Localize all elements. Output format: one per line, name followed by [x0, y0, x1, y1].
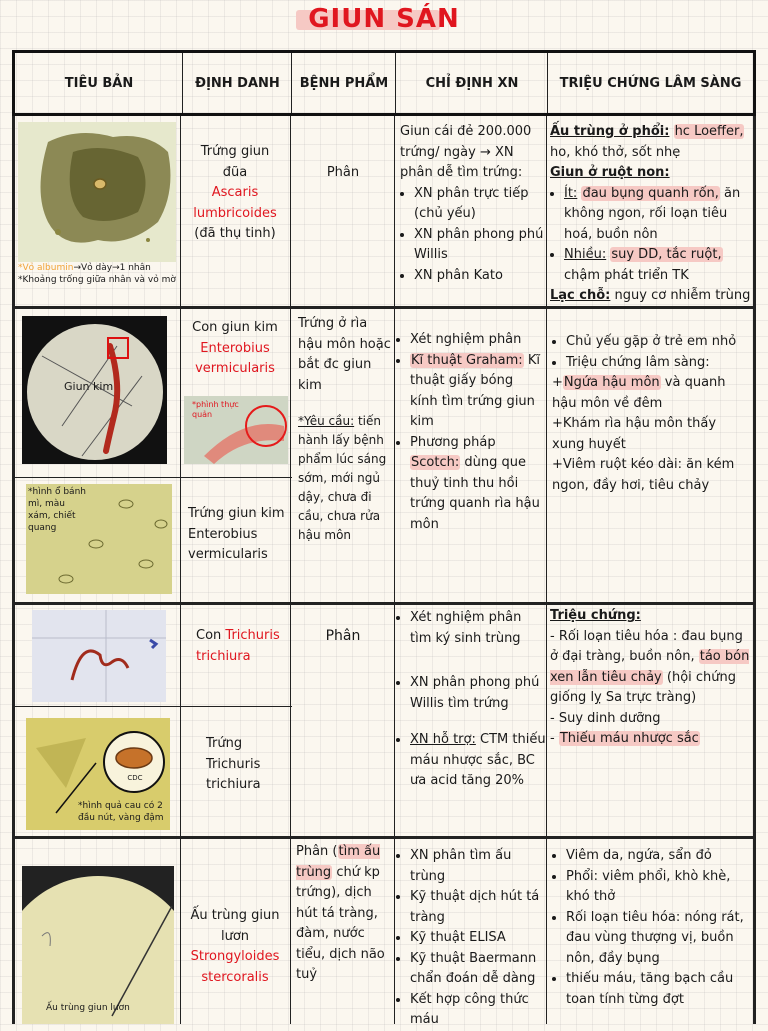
enterobius-sym3-plus: +: [552, 375, 563, 390]
ascaris-few-hl: đau bụng quanh rốn,: [582, 185, 719, 201]
list-item: • Triệu chứng lâm sàng:: [566, 353, 752, 374]
ascaris-many-hl: suy DD, tắc ruột,: [611, 247, 722, 262]
header-divider: [547, 53, 548, 113]
arrow-right-icon: →: [73, 263, 81, 273]
enterobius-egg-image: [26, 484, 172, 594]
list-item: [564, 184, 753, 246]
list-item: [564, 245, 753, 286]
trichuris-support-label: XN hỗ trợ:: [410, 732, 476, 747]
header-specimen-image: TIÊU BẢN: [64, 75, 134, 91]
list-item: • Kết hợp công thức máu: [410, 990, 546, 1031]
enterobius-adult-label: Giun kim: [64, 380, 114, 393]
enterobius-specimen-text: Trứng ở rìa hậu môn hoặc bắt đc giun kim: [298, 316, 391, 393]
trichuris-adult-illustration: [32, 610, 166, 702]
ascaris-test-intro: Giun cái đẻ 200.000 trứng/ ngày → XN phân dễ tìm trứng:: [400, 124, 532, 180]
list-item: • XN phân trực tiếp (chủ yếu): [414, 184, 544, 225]
trichuris-egg-image: [26, 718, 170, 830]
trichuris-egg-line1: Trứng: [206, 736, 243, 751]
row-divider: [12, 602, 756, 605]
strongyloides-spec-a: Phân (: [296, 844, 338, 859]
strongyloides-image: [22, 866, 174, 1024]
strongyloides-tests: [396, 846, 546, 1031]
enterobius-egg-line3: vermicularis: [188, 547, 268, 562]
trichuris-sym1: - Rối loạn tiêu hóa : đau bụng ở đại tràng, buồn nôn,: [550, 628, 743, 664]
table-border-right: [753, 116, 756, 1024]
ascaris-tests: [400, 122, 544, 286]
ascaris-egg-illustration: [18, 122, 176, 262]
enterobius-req-rest: tiến hành lấy bệnh phẩm lúc sáng sớm, mới ngủ dậy, chưa đi cầu, chưa rửa hậu môn: [298, 414, 387, 542]
ascaris-ectopic-label: Lạc chỗ:: [550, 288, 611, 303]
enterobius-sym3-rest: và quanh hậu môn về đêm: [552, 375, 726, 411]
strongyloides-identification: [182, 906, 288, 988]
enterobius-tests: [396, 330, 544, 535]
ascaris-many-rest: chậm phát triển TK: [564, 267, 689, 283]
ascaris-image-note: [18, 262, 178, 286]
trichuris-tests: [396, 608, 546, 792]
list-item: • Kỹ thuật dịch hút tá tràng: [410, 887, 546, 928]
ascaris-few-label: Ít:: [564, 185, 578, 201]
trichuris-egg-line2: Trichuris: [206, 756, 261, 772]
ascaris-adult-label: Giun ở ruột non:: [550, 165, 670, 180]
list-item: • Rối loạn tiêu hóa: nóng rát, đau vùng thượng vị, buồn nôn, đầy bụng: [566, 908, 752, 970]
trichuris-sym1-hl: táo bón xen lẫn tiêu chảy: [550, 649, 750, 685]
trichuris-sym2: - Suy dinh dưỡng: [550, 710, 661, 726]
header-test: CHỈ ĐỊNH XN: [425, 75, 519, 91]
trichuris-egg-note: *hình quả cau có 2 đầu nút, vàng đậm: [78, 801, 164, 823]
enterobius-graham-rest: Kĩ thuật giấy bóng kính tìm trứng giun kim: [410, 352, 540, 429]
trichuris-egg-line3: trichiura: [206, 777, 261, 792]
ascaris-larva-label: Ấu trùng ở phổi:: [550, 124, 670, 139]
list-item: • Xét nghiệm phân: [410, 330, 544, 351]
table-header: [12, 50, 756, 116]
strongyloides-image-label: Ấu trùng giun lươn: [46, 1003, 130, 1013]
ascaris-many-label: Nhiều:: [564, 247, 607, 262]
ascaris-id-line2: đũa: [222, 164, 248, 180]
ascaris-few-rest: ăn không ngon, rối loạn tiêu hoá, buồn nôn: [564, 185, 741, 242]
header-sample: BỆNH PHẨM: [299, 75, 389, 91]
trichuris-sym-title: Triệu chứng:: [550, 608, 641, 623]
strongyloides-symptoms: [552, 846, 752, 1010]
ascaris-id-note: (đã thụ tinh): [194, 226, 276, 241]
enterobius-adult-line1: Con giun kim: [192, 320, 278, 335]
ascaris-sci-genus: Ascaris: [211, 185, 259, 200]
column-divider: [180, 116, 181, 1024]
enterobius-egg-note: *hình ổ bánh mì, màu xám, chiết quang: [28, 487, 86, 533]
list-item: [410, 433, 544, 536]
enterobius-scotch-a: Phương pháp: [410, 434, 496, 450]
strongyloides-spec-rest: chứ kp trứng), dịch hút tá tràng, đàm, nước tiểu, dịch não tuỷ: [296, 864, 385, 982]
ascaris-note-nucleus: 1 nhân: [119, 263, 151, 273]
strongyloides-sci2: stercoralis: [201, 969, 269, 985]
trichuris-sym3-dash: -: [550, 731, 559, 746]
trichuris-adult-prefix: Con: [196, 628, 222, 643]
row-divider: [12, 477, 292, 478]
list-item: • Chủ yếu gặp ở trẻ em nhỏ: [566, 332, 752, 353]
list-item: • XN phân phong phú Willis tìm trứng: [410, 673, 546, 714]
ascaris-sci-species: lumbricoides: [193, 205, 277, 221]
trichuris-sym1-rest: (hội chứng giống lỵ Sa trực tràng): [550, 669, 737, 705]
list-item: • Kỹ thuật ELISA: [410, 928, 546, 949]
strongyloides-spec-hl: tìm ấu trùng: [296, 844, 381, 880]
ascaris-egg-image: [18, 122, 176, 262]
ascaris-note-albumin: *Vỏ albumin: [18, 263, 74, 273]
title-bar: [0, 6, 768, 32]
strongyloides-specimen: [296, 842, 392, 986]
list-item: • Xét nghiệm phân tìm ký sinh trùng: [410, 608, 546, 649]
list-item: • XN phân Kato: [414, 266, 544, 287]
list-item: • XN phân phong phú Willis: [414, 225, 544, 266]
list-item: • Kỹ thuật Baermann chẩn đoán dễ dàng: [410, 949, 546, 990]
ascaris-larva-rest: ho, khó thở, sốt nhẹ: [550, 144, 681, 160]
list-item: [410, 351, 544, 433]
header-divider: [395, 53, 396, 113]
enterobius-scotch-rest: dùng que thuỷ tinh thu hồi trứng quanh rìa hậu môn: [410, 455, 540, 532]
header-identification: ĐỊNH DANH: [195, 75, 280, 91]
list-item: • Phổi: viêm phổi, khò khè, khó thở: [566, 867, 752, 908]
arrow-right-icon: →: [112, 263, 120, 273]
header-divider: [291, 53, 292, 113]
enterobius-req-label: *Yêu cầu:: [298, 414, 355, 428]
trichuris-adult-sci1: Trichuris: [225, 628, 280, 643]
ascaris-specimen: Phân: [326, 165, 360, 180]
enterobius-zoom-image: [184, 396, 288, 464]
header-symptoms: TRIỆU CHỨNG LÂM SÀNG: [559, 75, 742, 91]
column-divider: [290, 116, 291, 1024]
ascaris-symptoms: [550, 122, 753, 307]
trichuris-specimen: Phân: [325, 628, 361, 644]
ascaris-note-shell: Vỏ dày: [80, 263, 113, 273]
enterobius-sym3-hl: Ngứa hậu môn: [563, 375, 660, 390]
trichuris-egg-badge: CDC: [127, 774, 143, 782]
trichuris-adult-sci2: trichiura: [196, 648, 251, 664]
trichuris-adult-image: [32, 610, 166, 702]
row-divider: [12, 836, 756, 839]
enterobius-egg-line2: Enterobius: [188, 526, 258, 542]
enterobius-egg-identification: [188, 504, 290, 566]
strongyloides-sci1: Strongyloides: [190, 949, 280, 964]
strongyloides-illustration: [22, 866, 174, 1024]
list-item: • XN phân tìm ấu trùng: [410, 846, 546, 887]
ascaris-id-line1: Trứng giun: [200, 144, 270, 159]
list-item: [410, 730, 546, 792]
enterobius-adult-image: [22, 316, 167, 464]
page-title: GIUN SÁN: [308, 4, 460, 34]
enterobius-scotch-label: Scotch:: [411, 455, 460, 470]
trichuris-symptoms: [550, 606, 753, 750]
ascaris-note-space: *Khoảng trống giữa nhân và vỏ mờ: [18, 275, 176, 285]
strongyloides-id-line2: lươn: [220, 928, 250, 944]
header-divider: [182, 53, 183, 113]
ascaris-larva-hl: hc Loeffer,: [674, 124, 744, 139]
list-item: • Viêm da, ngứa, sẩn đỏ: [566, 846, 752, 867]
enterobius-specimen: [298, 314, 392, 545]
ascaris-identification: [182, 142, 288, 245]
list-item: • thiếu máu, tăng bạch cầu toan tính từng đợt: [566, 969, 752, 1010]
enterobius-adult-sci2: vermicularis: [195, 361, 275, 376]
trichuris-adult-identification: [196, 626, 292, 667]
trichuris-support-rest: CTM thiếu máu nhược sắc, BC ưa acid tăng 20%: [410, 732, 546, 788]
enterobius-symptoms: [552, 332, 752, 496]
trichuris-egg-identification: [206, 734, 292, 796]
enterobius-sym4: +Khám rìa hậu môn thấy xung huyết: [552, 416, 717, 452]
table-border-left: [12, 116, 15, 1024]
ascaris-ectopic-rest: nguy cơ nhiễm trùng: [614, 288, 751, 303]
row-divider: [12, 706, 292, 707]
strongyloides-id-line1: Ấu trùng giun: [190, 908, 280, 923]
enterobius-adult-identification: [182, 318, 288, 380]
enterobius-zoom-note: *phình thực quản: [192, 400, 239, 419]
enterobius-egg-line1: Trứng giun kim: [188, 506, 285, 521]
column-divider: [546, 116, 547, 1024]
trichuris-sym3-hl: Thiếu máu nhược sắc: [559, 731, 699, 746]
enterobius-graham-label: Kĩ thuật Graham:: [411, 352, 523, 368]
enterobius-sym5: +Viêm ruột kéo dài: ăn kém ngon, đầy hơi, tiêu chảy: [552, 457, 735, 493]
enterobius-adult-sci1: Enterobius: [200, 340, 270, 356]
